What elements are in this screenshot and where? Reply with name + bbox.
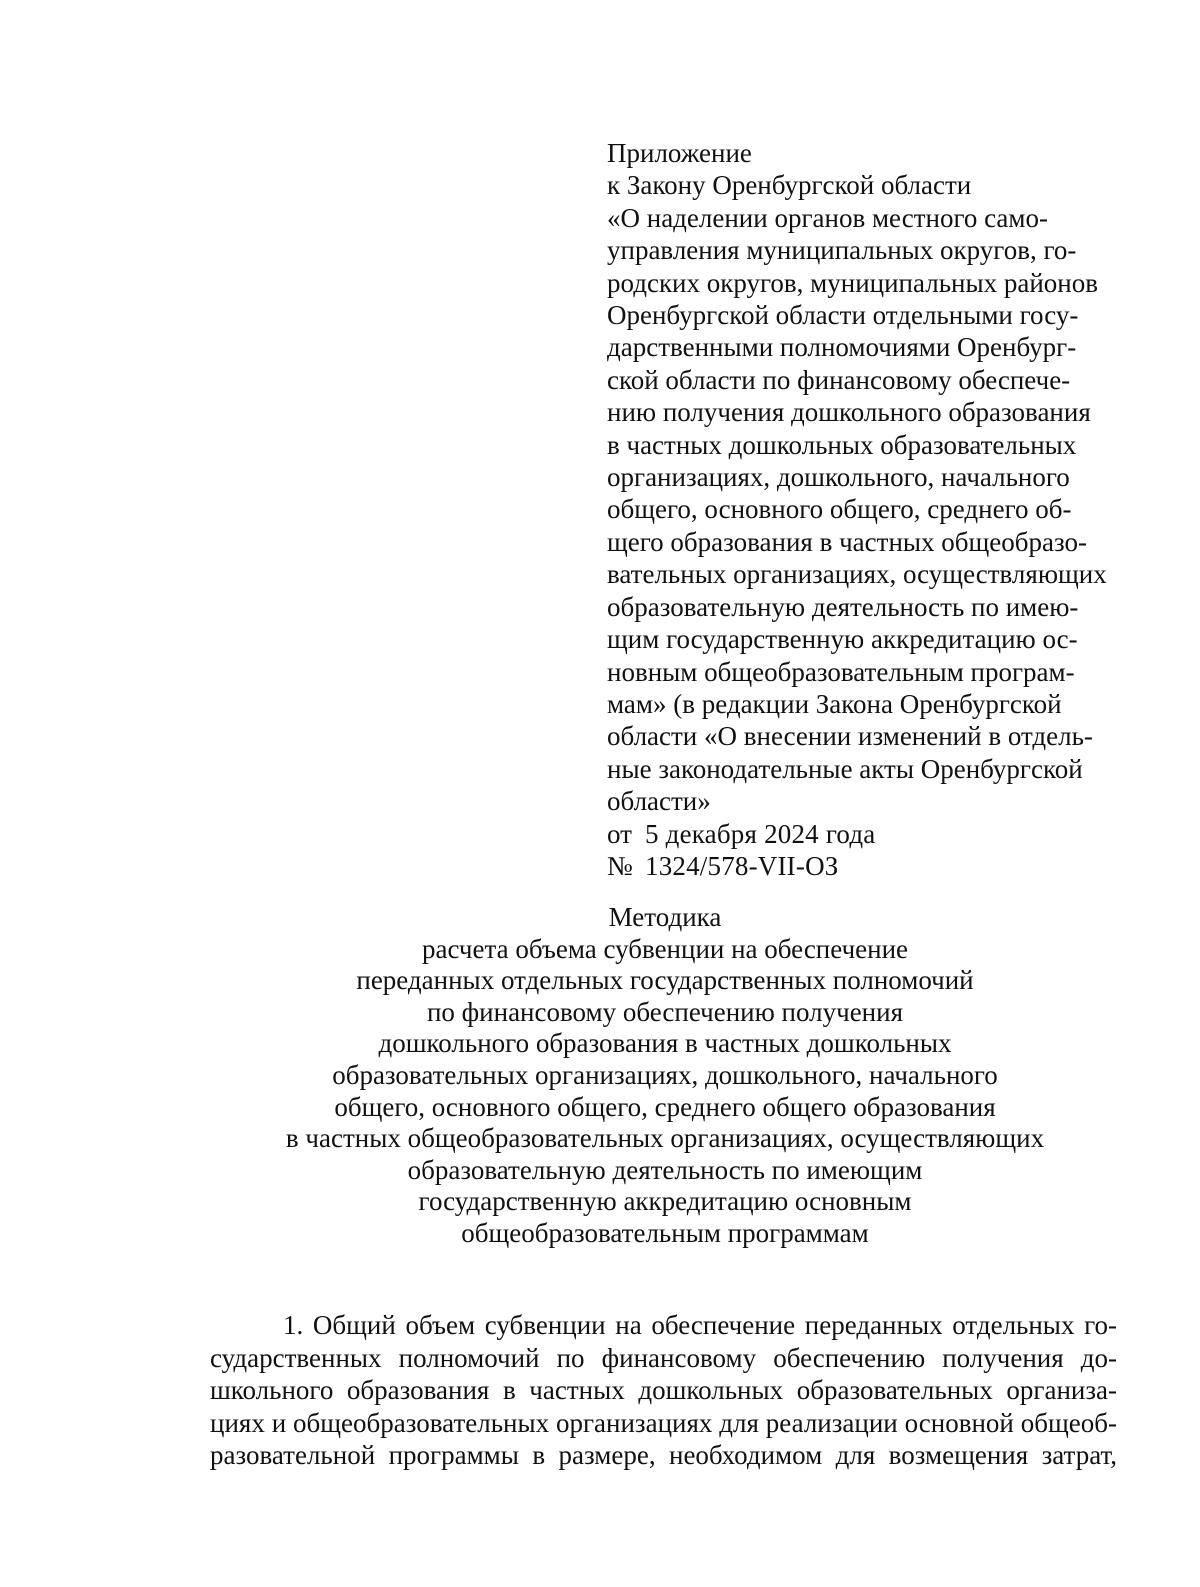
paragraph-line: сударственных полномочий по финансовому обеспечению получения до- [210, 1342, 1117, 1373]
paragraph-line: школьного образования в частных дошкольных образовательных организа- [210, 1375, 1117, 1406]
appendix-line: управления муниципальных округов, го- [607, 235, 1077, 266]
appendix-line: в частных дошкольных образовательных [607, 429, 1077, 460]
date-prefix: от [607, 818, 632, 849]
appendix-line: щего образования в частных общеобразо- [607, 526, 1088, 557]
appendix-line: мам» (в редакции Закона Оренбургской [607, 688, 1062, 719]
appendix-line: «О наделении органов местного само- [607, 202, 1048, 233]
paragraph-line: разовательной программы в размере, необходимом для возмещения затрат, [210, 1440, 1117, 1471]
appendix-line: ской области по финансовому обеспече- [607, 364, 1071, 395]
title-line: дошкольного образования в частных дошкольных [378, 1028, 952, 1059]
law-number [607, 850, 1127, 882]
document-title [200, 902, 1130, 1250]
appendix-line: родских округов, муниципальных районов [607, 267, 1098, 298]
appendix-line: Оренбургской области отдельными госу- [607, 300, 1079, 331]
appendix-line: нию получения дошкольного образования [607, 397, 1091, 428]
title-line: общего, основного общего, среднего общего образования [334, 1091, 996, 1122]
title-line: Методика [608, 902, 722, 932]
title-line: государственную аккредитацию основным [418, 1186, 912, 1217]
appendix-header [607, 137, 1127, 882]
appendix-line: дарственными полномочиями Оренбург- [607, 332, 1077, 363]
appendix-line: новным общеобразовательным програм- [607, 656, 1075, 687]
title-line: расчета объема субвенции на обеспечение [421, 933, 909, 964]
appendix-line: щим государственную аккредитацию ос- [607, 624, 1078, 655]
title-line: переданных отдельных государственных полномочий [356, 965, 974, 996]
number-value: 1324/578-VII-ОЗ [645, 850, 839, 881]
appendix-line: общего, основного общего, среднего об- [607, 494, 1072, 525]
appendix-line: образовательную деятельность по имею- [607, 591, 1079, 622]
number-prefix: № [607, 850, 633, 881]
date-value: 5 декабря 2024 года [645, 818, 876, 849]
paragraph-line: 1. Общий объем субвенции на обеспечение переданных отдельных го- [283, 1310, 1117, 1340]
appendix-line: Приложение [607, 138, 752, 168]
title-line: общеобразовательным программам [461, 1217, 869, 1248]
title-line: по финансовому обеспечению получения [426, 996, 903, 1027]
title-line: в частных общеобразовательных организациях, осуществляющих [285, 1123, 1045, 1154]
paragraph-1 [210, 1309, 1117, 1472]
appendix-line: к Закону Оренбургской области [607, 170, 972, 201]
title-line: образовательных организациях, дошкольного, начального [332, 1059, 998, 1090]
appendix-line: области «О внесении изменений в отдель- [607, 721, 1093, 752]
law-date [607, 818, 1127, 850]
appendix-line: вательных организациях, осуществляющих [607, 559, 1107, 590]
appendix-line: организациях, дошкольного, начального [607, 462, 1070, 493]
title-line: образовательную деятельность по имеющим [407, 1154, 923, 1185]
paragraph-line: циях и общеобразовательных организациях для реализации основной общеоб- [210, 1407, 1117, 1438]
appendix-line: ные законодательные акты Оренбургской [607, 753, 1083, 784]
appendix-line: области» [607, 786, 711, 817]
